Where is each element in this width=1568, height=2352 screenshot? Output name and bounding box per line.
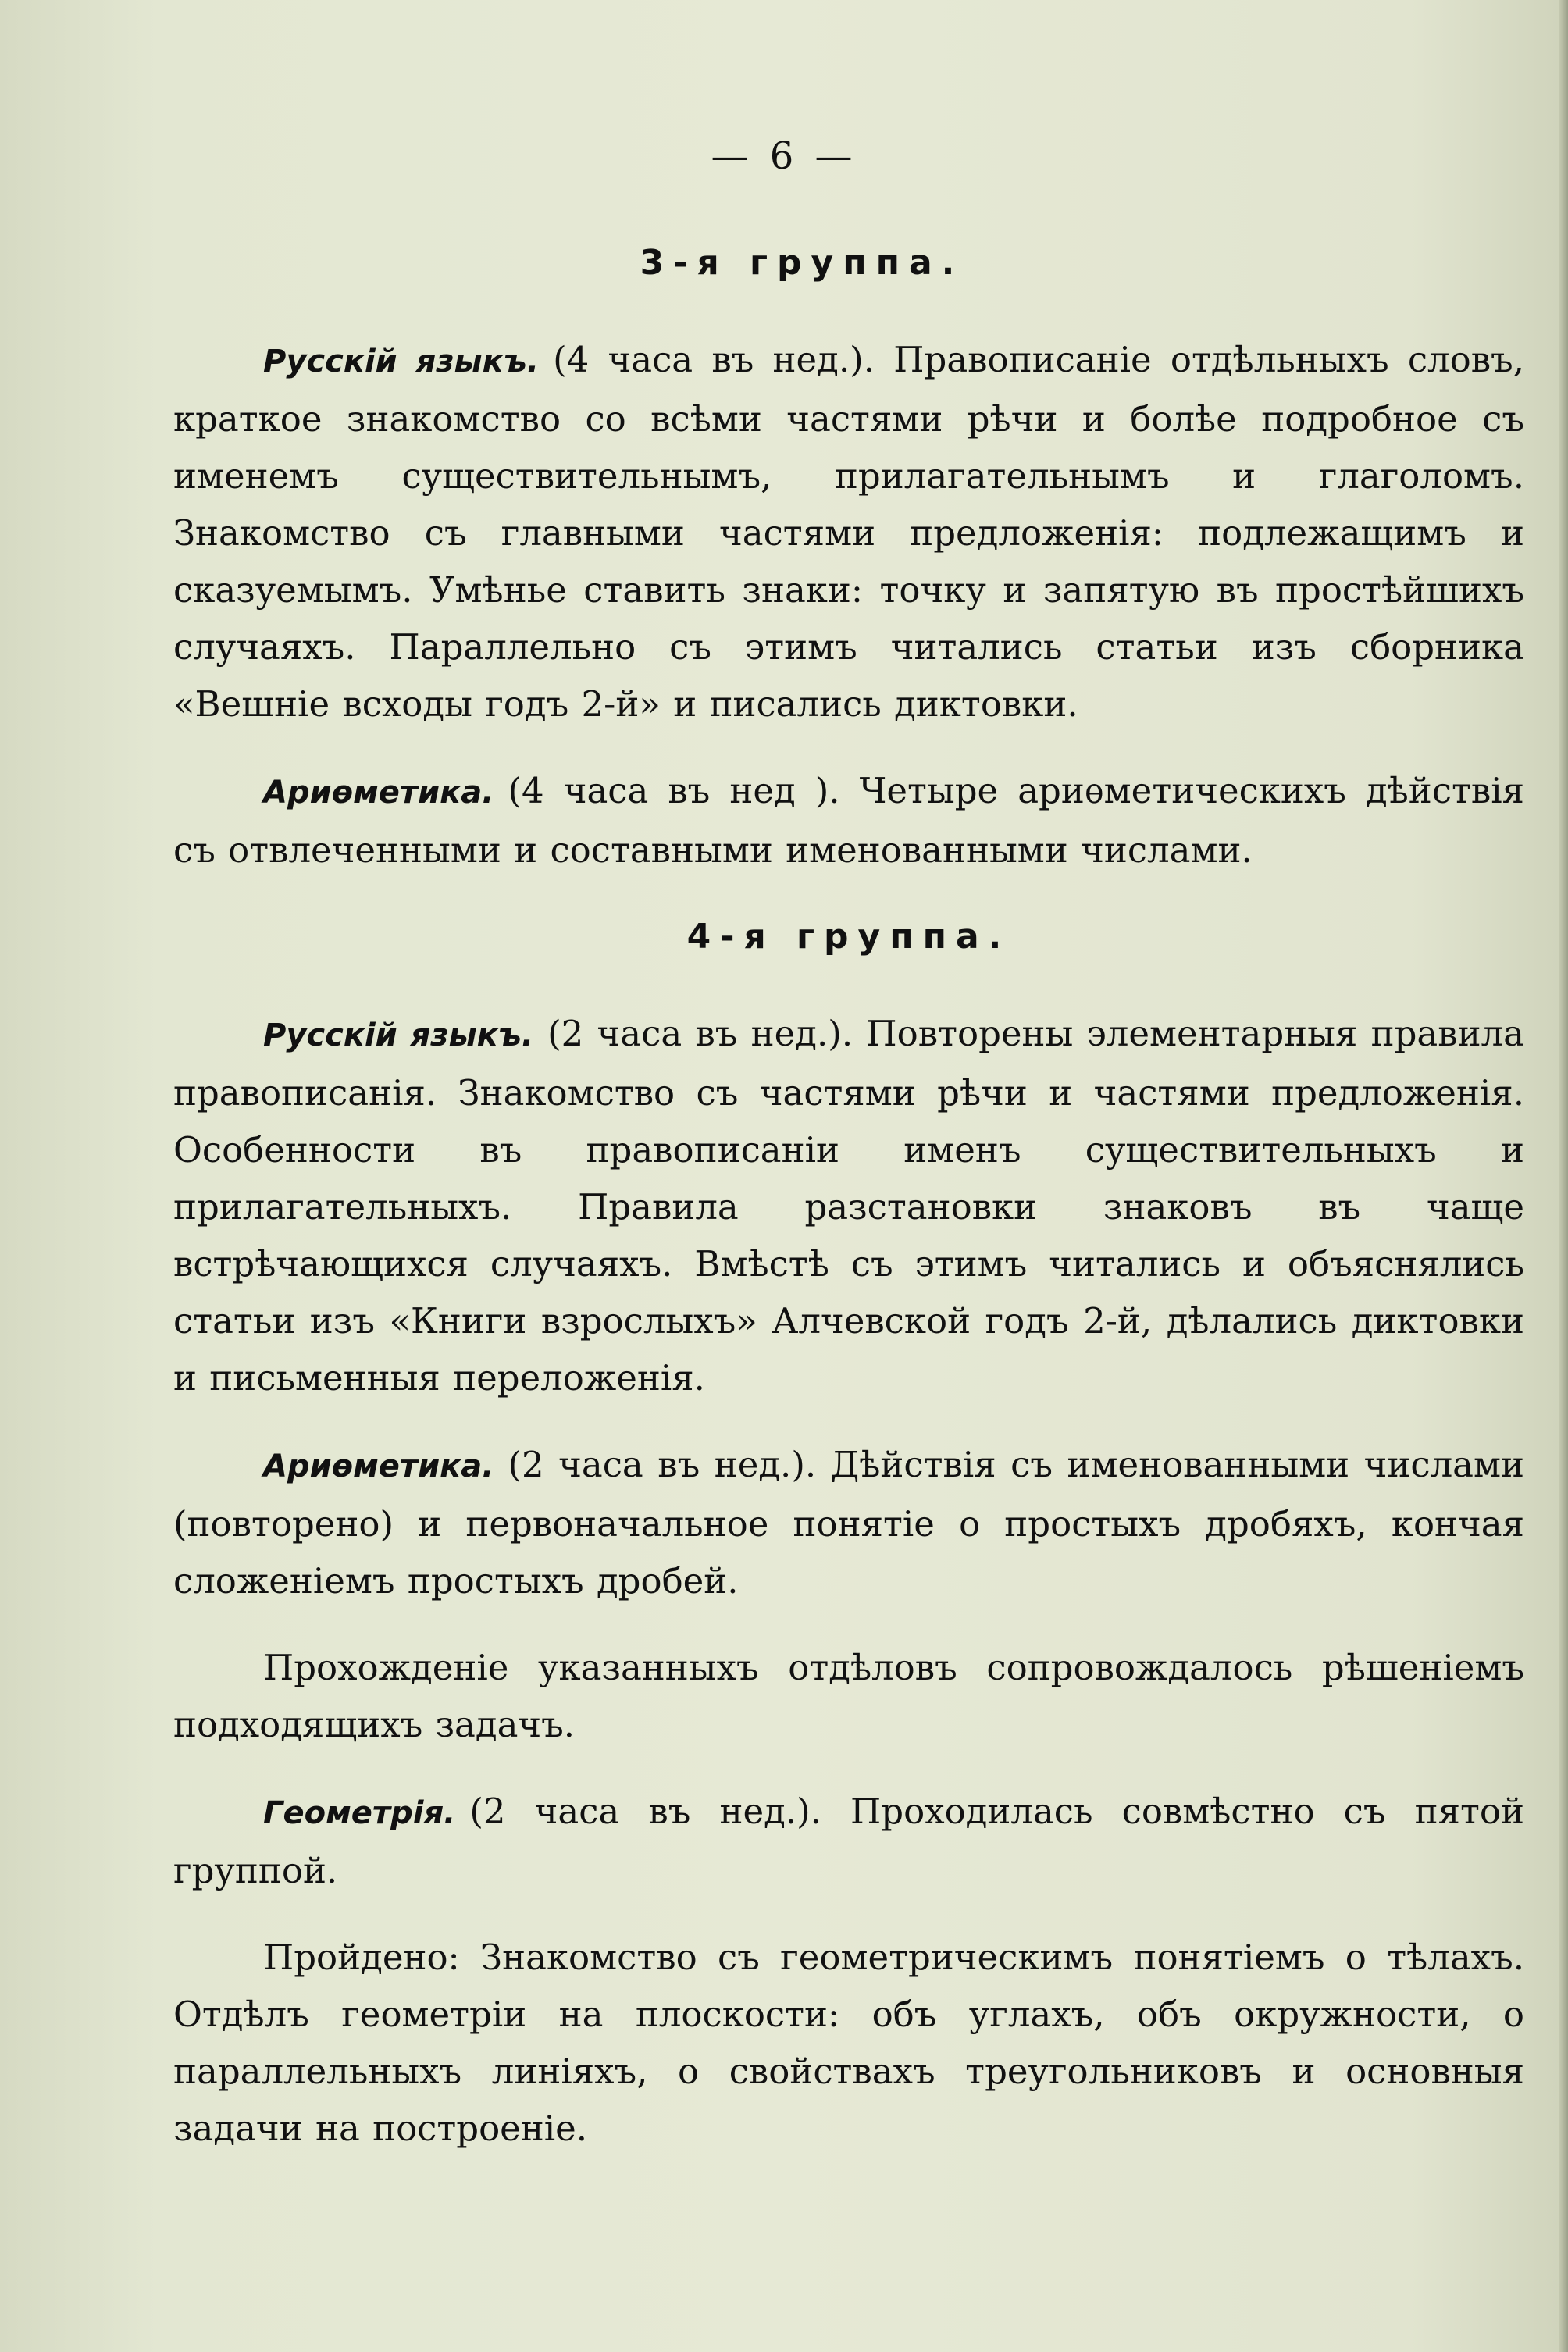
paragraph-arithmetic-4 bbox=[173, 1436, 1524, 1609]
section-heading-group-3: 3-я группа. bbox=[640, 243, 964, 283]
paragraph-russian-4 bbox=[173, 1005, 1524, 1406]
page-number: — 6 — bbox=[711, 134, 857, 178]
paragraph-text: Пройдено: Знакомство съ геометрическимъ понятіемъ о тѣлахъ. Отдѣлъ геометріи на плоскости: объ углахъ, объ окружности, о параллельныхъ линіяхъ, о свойствахъ треугольниковъ и основныя задачи на построеніе. bbox=[173, 1937, 1524, 2149]
paragraph-text: (2 часа въ нед.). Дѣйствія съ именованными числами (повторено) и первоначальное понятіе о простыхъ дробяхъ, кончая сложеніемъ простыхъ дробей. bbox=[173, 1444, 1524, 1602]
text-column bbox=[173, 234, 1524, 2186]
paragraph-geometry-topics-4 bbox=[173, 1929, 1524, 2157]
page-edge bbox=[1559, 0, 1568, 2352]
paragraph-text: (2 часа въ нед.). Повторены элементарныя правила правописанія. Знакомство съ частями рѣчи и частями предложенія. Особенности въ правописаніи именъ существительныхъ и прилагательныхъ. Правила разстановки знаковъ въ чаще встрѣчающихся случаяхъ. Вмѣстѣ съ этимъ читались и объяснялись статьи изъ «Книги взрослыхъ» Алчевской годъ 2-й, дѣлались диктовки и письменныя переложенія. bbox=[173, 1013, 1524, 1399]
section-heading-group-4: 4-я группа. bbox=[686, 917, 1011, 957]
paragraph-text: (4 часа въ нед ). Четыре ариѳметическихъ дѣйствія съ отвлеченными и составными именованными числами. bbox=[173, 770, 1524, 871]
subject-label: Русскій языкъ. bbox=[263, 344, 540, 380]
paragraph-tasks-4 bbox=[173, 1639, 1524, 1753]
paragraph-russian-3 bbox=[173, 331, 1524, 732]
subject-label: Русскій языкъ. bbox=[263, 1017, 534, 1053]
paragraph-text: (2 часа въ нед.). Проходилась совмѣстно съ пятой группой. bbox=[173, 1791, 1524, 1891]
paragraph-text: Прохожденіе указанныхъ отдѣловъ сопровождалось рѣшеніемъ подходящихъ задачъ. bbox=[173, 1647, 1524, 1745]
subject-label: Ариѳметика. bbox=[263, 1449, 494, 1484]
subject-label: Ариѳметика. bbox=[263, 775, 494, 811]
paragraph-arithmetic-3 bbox=[173, 762, 1524, 878]
paragraph-text: (4 часа въ нед.). Правописаніе отдѣльныхъ словъ, краткое знакомство со всѣми частями рѣчи и болѣе подробное съ именемъ существительнымъ, прилагательнымъ и глаголомъ. Знакомство съ главными частями предложенія: подлежащимъ и сказуемымъ. Умѣнье ставить знаки: точку и запятую въ простѣйшихъ случаяхъ. Параллельно съ этимъ читались статьи изъ сборника «Вешніе всходы годъ 2-й» и писались диктовки. bbox=[173, 339, 1524, 725]
subject-label: Геометрія. bbox=[263, 1795, 456, 1831]
paragraph-geometry-4 bbox=[173, 1783, 1524, 1899]
